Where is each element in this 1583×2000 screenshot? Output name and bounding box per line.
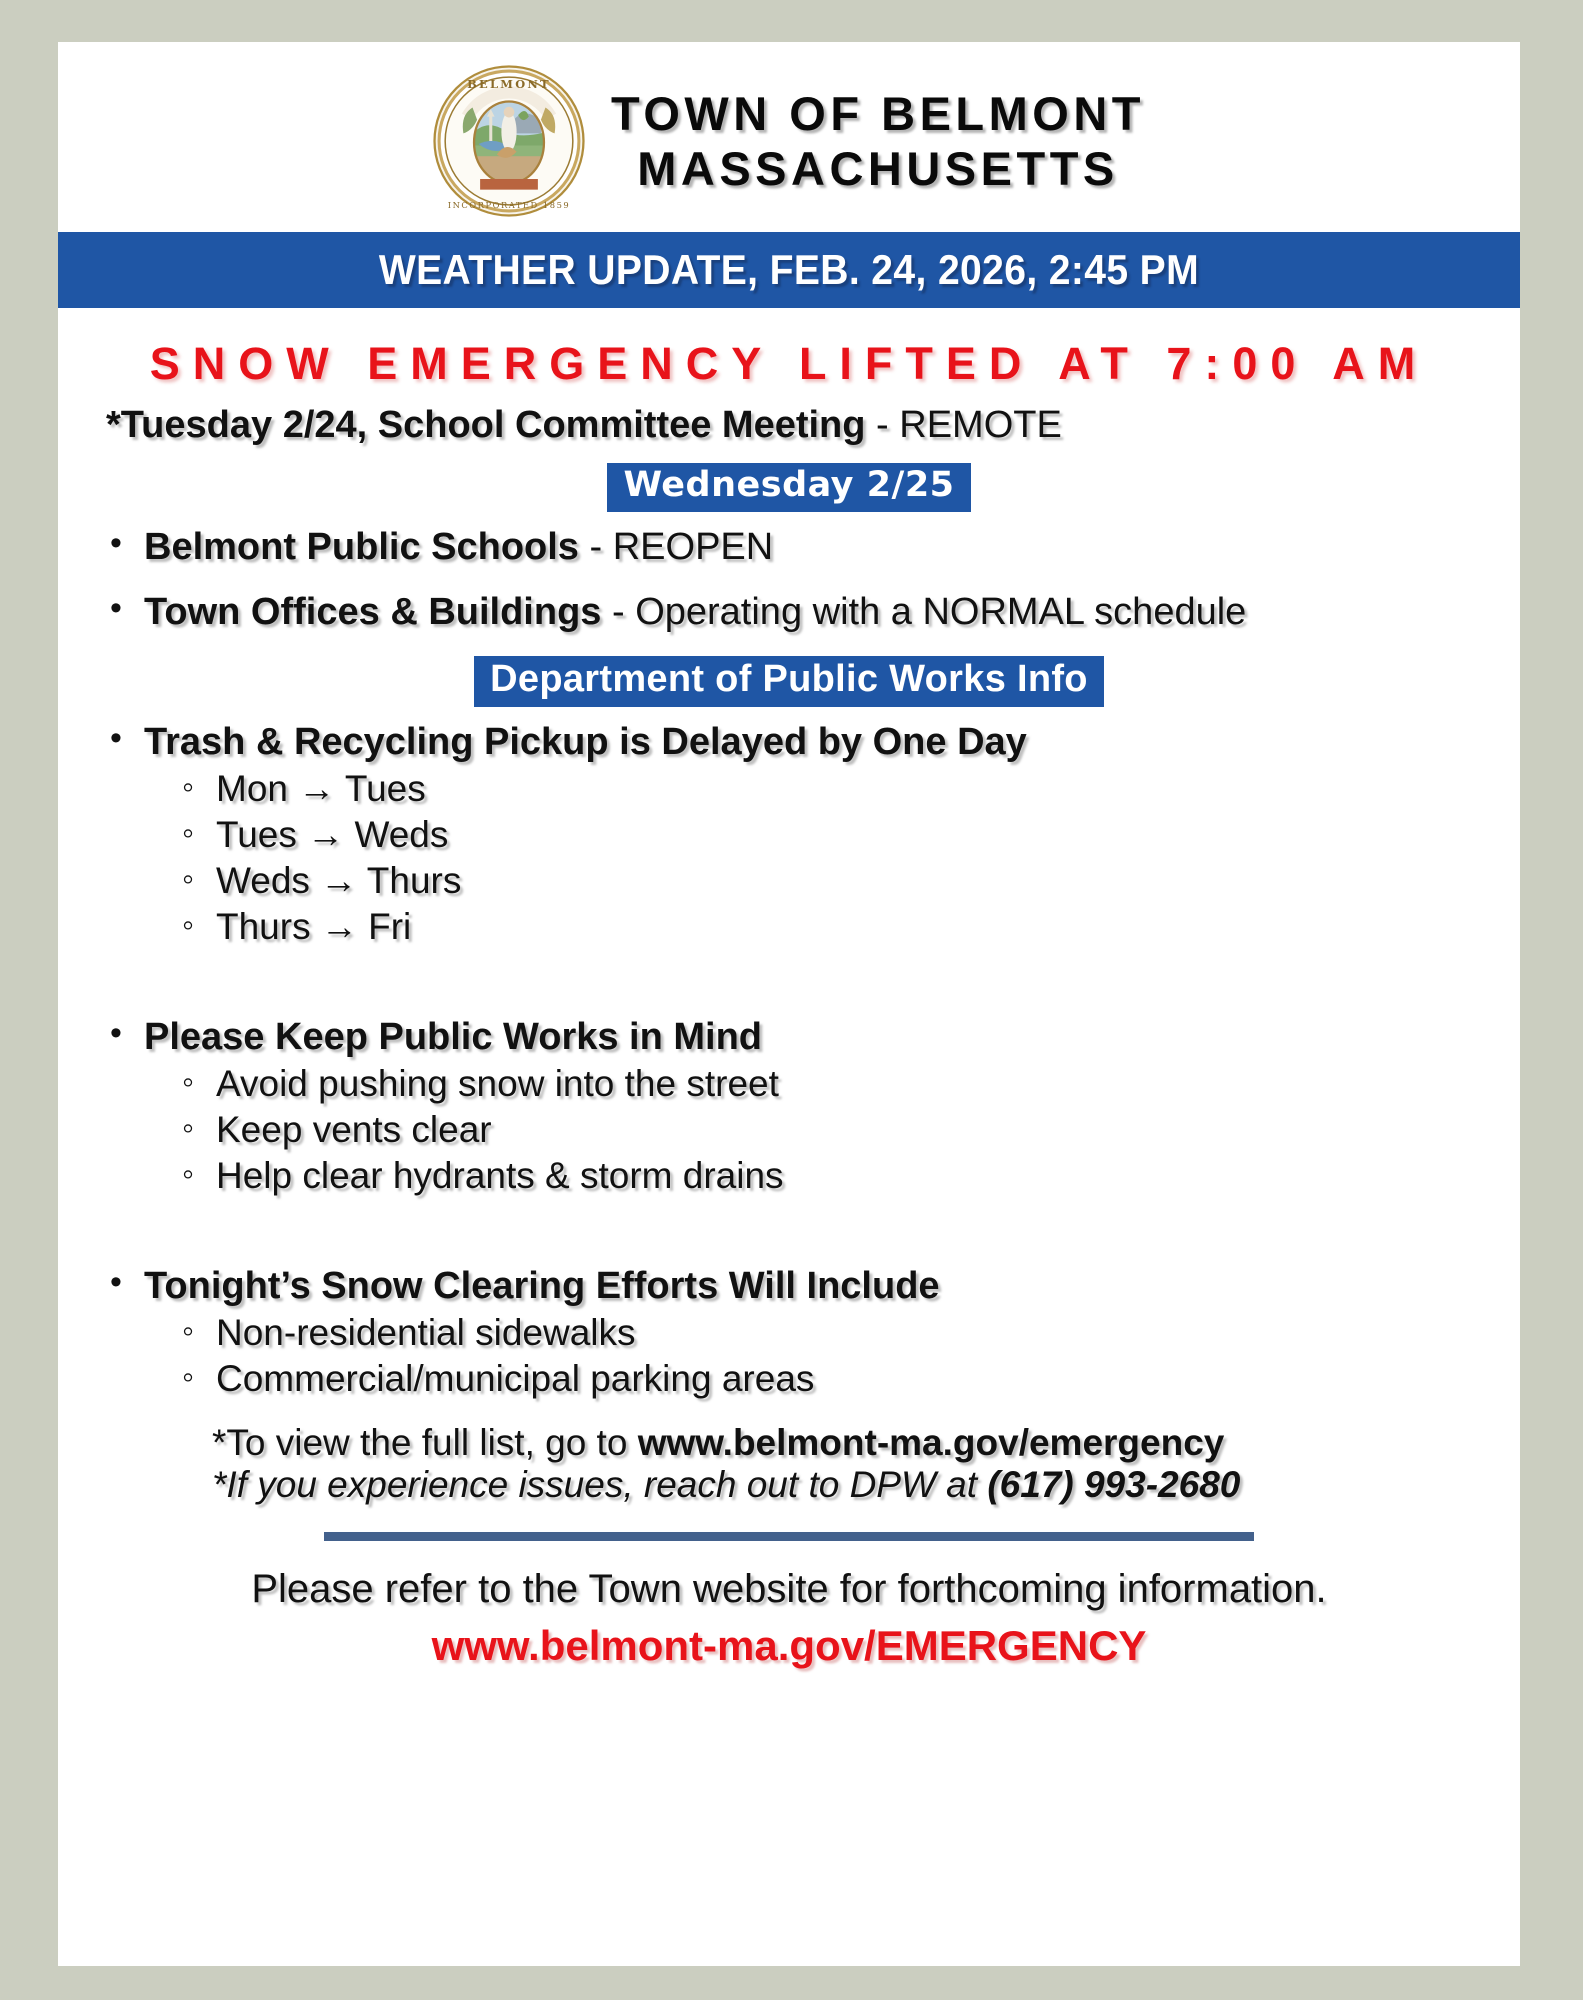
wednesday-badge: Wednesday 2/25 xyxy=(607,463,970,512)
dpw-badge: Department of Public Works Info xyxy=(474,656,1104,708)
wednesday-list xyxy=(92,526,1486,634)
flyer-body xyxy=(58,338,1520,1670)
sub-list-item: ◦ Non-residential sidewalks xyxy=(216,1312,1486,1354)
dpw-phone-number[interactable]: (617) 993-2680 xyxy=(987,1464,1241,1506)
tuesday-meeting-line xyxy=(106,404,1486,447)
footer-text: Please refer to the Town website for forthcoming information. xyxy=(251,1567,1327,1612)
sub-list-item: ◦ Thurs → Fri xyxy=(216,906,1486,948)
list-item xyxy=(144,526,1486,569)
tuesday-meeting-bold: *Tuesday 2/24, School Committee Meeting xyxy=(106,404,866,446)
full-list-note-text: *To view the full list, go to xyxy=(212,1422,638,1464)
snow-emergency-alert: SNOW EMERGENCY LIFTED AT 7:00 AM xyxy=(149,338,1429,389)
svg-text:BELMONT: BELMONT xyxy=(467,76,551,91)
spacer xyxy=(92,1219,1486,1265)
list-item-bold: Belmont Public Schools xyxy=(144,525,579,568)
snow-clearing-sublist xyxy=(144,1312,1486,1400)
list-item-bold: Town Offices & Buildings xyxy=(144,590,602,633)
dpw-snow-clearing-list xyxy=(92,1265,1486,1400)
trash-sublist xyxy=(144,768,1486,948)
weather-update-banner-text: WEATHER UPDATE, FEB. 24, 2026, 2:45 PM xyxy=(378,246,1200,293)
sub-list-item: ◦ Mon → Tues xyxy=(216,768,1486,810)
title-line-2: MASSACHUSETTS xyxy=(637,142,1119,195)
section-heading: Please Keep Public Works in Mind xyxy=(144,1016,763,1059)
keep-in-mind-sublist xyxy=(144,1063,1486,1197)
sub-list-item: ◦ Help clear hydrants & storm drains xyxy=(216,1155,1486,1197)
list-item xyxy=(144,591,1486,634)
sub-list-item: ◦ Tues → Weds xyxy=(216,814,1486,856)
sub-list-item: ◦ Keep vents clear xyxy=(216,1109,1486,1151)
dpw-trash-list xyxy=(92,721,1486,948)
weather-update-banner xyxy=(58,232,1520,308)
header xyxy=(58,42,1520,232)
list-item-rest: - Operating with a NORMAL schedule xyxy=(601,590,1247,633)
footer-emergency-url[interactable]: www.belmont-ma.gov/EMERGENCY xyxy=(431,1622,1147,1670)
list-item xyxy=(144,1016,1486,1197)
full-list-note xyxy=(212,1422,1486,1464)
emergency-url-inline[interactable]: www.belmont-ma.gov/emergency xyxy=(637,1422,1225,1464)
flyer-card xyxy=(58,42,1520,1966)
town-seal-icon xyxy=(433,65,585,217)
page-title xyxy=(611,86,1145,197)
footer-divider xyxy=(324,1532,1254,1541)
sub-list-item: ◦ Commercial/municipal parking areas xyxy=(216,1358,1486,1400)
sub-list-item: ◦ Avoid pushing snow into the street xyxy=(216,1063,1486,1105)
dpw-contact-note xyxy=(212,1464,1486,1506)
section-heading: Trash & Recycling Pickup is Delayed by One Day xyxy=(144,721,1027,764)
list-item-rest: - REOPEN xyxy=(578,525,774,568)
dpw-keep-in-mind-list xyxy=(92,1016,1486,1197)
dpw-badge-row xyxy=(92,656,1486,708)
wednesday-badge-row xyxy=(92,463,1486,512)
list-item xyxy=(144,1265,1486,1400)
tuesday-meeting-rest: - REMOTE xyxy=(865,404,1062,446)
sub-list-item: ◦ Weds → Thurs xyxy=(216,860,1486,902)
dpw-contact-note-text: *If you experience issues, reach out to DPW at xyxy=(212,1464,988,1506)
title-line-1: TOWN OF BELMONT xyxy=(611,86,1145,140)
section-heading: Tonight’s Snow Clearing Efforts Will Include xyxy=(144,1265,940,1308)
svg-text:INCORPORATED 1859: INCORPORATED 1859 xyxy=(447,199,571,210)
spacer xyxy=(92,970,1486,1016)
list-item xyxy=(144,721,1486,948)
